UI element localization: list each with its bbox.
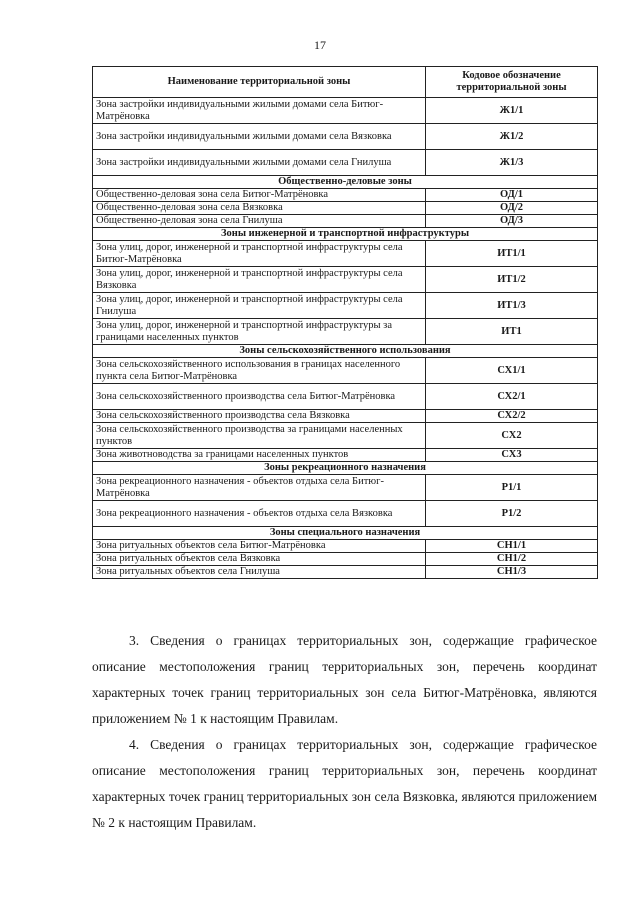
zone-code: ОД/1: [426, 189, 598, 202]
group-title: Зоны инженерной и транспортной инфраструктуры: [93, 228, 598, 241]
zone-code: СН1/1: [426, 540, 598, 553]
zone-code: СХ3: [426, 449, 598, 462]
group-title: Общественно-деловые зоны: [93, 176, 598, 189]
zone-code: ИТ1/1: [426, 241, 598, 267]
zone-code: СХ1/1: [426, 358, 598, 384]
zone-name: Зона ритуальных объектов села Гнилуша: [93, 566, 426, 579]
table-row: [93, 124, 598, 150]
zone-code: Ж1/3: [426, 150, 598, 176]
zone-name: Зона сельскохозяйственного производства села Битюг-Матрёновка: [93, 384, 426, 410]
zone-name: Зона застройки индивидуальными жилыми домами села Вязковка: [93, 124, 426, 150]
table-row: [93, 98, 598, 124]
zone-code: Ж1/1: [426, 98, 598, 124]
zone-name: Зона сельскохозяйственного производства села Вязковка: [93, 410, 426, 423]
table-row: [93, 358, 598, 384]
zone-name: Общественно-деловая зона села Битюг-Матрёновка: [93, 189, 426, 202]
zone-code: ИТ1/3: [426, 293, 598, 319]
zone-name: Зона застройки индивидуальными жилыми домами села Гнилуша: [93, 150, 426, 176]
table-group-row: [93, 176, 598, 189]
table-row: [93, 540, 598, 553]
header-code: Кодовое обозначение территориальной зоны: [426, 67, 598, 98]
zone-code: ОД/2: [426, 202, 598, 215]
zone-code: Р1/2: [426, 501, 598, 527]
body-text: [92, 628, 597, 836]
zone-code: Р1/1: [426, 475, 598, 501]
paragraph-appendix-2: 4. Сведения о границах территориальных зон, содержащие графическое описание местоположения границ территориальных зон, перечень координат характерных точек границ территориальных зон села Вязковка, являются приложением № 2 к настоящим Правилам.: [92, 737, 597, 830]
zone-name: Зона улиц, дорог, инженерной и транспортной инфраструктуры села Битюг-Матрёновка: [93, 241, 426, 267]
table-row: [93, 475, 598, 501]
zone-code: ОД/3: [426, 215, 598, 228]
zone-name: Зона застройки индивидуальными жилыми домами села Битюг-Матрёновка: [93, 98, 426, 124]
table-group-row: [93, 345, 598, 358]
zone-name: Зона улиц, дорог, инженерной и транспортной инфраструктуры села Вязковка: [93, 267, 426, 293]
group-title: Зоны специального назначения: [93, 527, 598, 540]
table-row: [93, 410, 598, 423]
group-title: Зоны рекреационного назначения: [93, 462, 598, 475]
zone-code: СХ2/2: [426, 410, 598, 423]
table-group-row: [93, 228, 598, 241]
zone-name: Зона сельскохозяйственного использования в границах населенного пункта села Битюг-Матрёновка: [93, 358, 426, 384]
table-row: [93, 319, 598, 345]
zone-code: Ж1/2: [426, 124, 598, 150]
zone-name: Зона улиц, дорог, инженерной и транспортной инфраструктуры за границами населенных пунктов: [93, 319, 426, 345]
header-name: Наименование территориальной зоны: [93, 67, 426, 98]
table-header-row: [93, 67, 598, 98]
zone-code: СН1/3: [426, 566, 598, 579]
zones-table-body: [93, 98, 598, 579]
zone-name: Общественно-деловая зона села Вязковка: [93, 202, 426, 215]
zone-name: Зона сельскохозяйственного производства за границами населенных пунктов: [93, 423, 426, 449]
table-row: [93, 553, 598, 566]
table-row: [93, 202, 598, 215]
zone-code: СХ2: [426, 423, 598, 449]
zone-name: Общественно-деловая зона села Гнилуша: [93, 215, 426, 228]
zone-name: Зона ритуальных объектов села Вязковка: [93, 553, 426, 566]
table-row: [93, 423, 598, 449]
group-title: Зоны сельскохозяйственного использования: [93, 345, 598, 358]
table-row: [93, 566, 598, 579]
zone-name: Зона рекреационного назначения - объектов отдыха села Битюг-Матрёновка: [93, 475, 426, 501]
table-row: [93, 384, 598, 410]
zone-code: СХ2/1: [426, 384, 598, 410]
zone-code: СН1/2: [426, 553, 598, 566]
zone-name: Зона животноводства за границами населенных пунктов: [93, 449, 426, 462]
table-row: [93, 215, 598, 228]
table-row: [93, 189, 598, 202]
zone-name: Зона рекреационного назначения - объектов отдыха села Вязковка: [93, 501, 426, 527]
zone-code: ИТ1/2: [426, 267, 598, 293]
paragraph-appendix-1: 3. Сведения о границах территориальных зон, содержащие графическое описание местоположения границ территориальных зон, перечень координат характерных точек границ территориальных зон села Битюг-Матрёновка, являются приложением № 1 к настоящим Правилам.: [92, 633, 597, 726]
table-row: [93, 150, 598, 176]
zone-name: Зона улиц, дорог, инженерной и транспортной инфраструктуры села Гнилуша: [93, 293, 426, 319]
table-row: [93, 293, 598, 319]
table-group-row: [93, 462, 598, 475]
table-row: [93, 267, 598, 293]
zones-table: [92, 66, 598, 579]
zone-name: Зона ритуальных объектов села Битюг-Матрёновка: [93, 540, 426, 553]
table-group-row: [93, 527, 598, 540]
table-row: [93, 241, 598, 267]
table-row: [93, 449, 598, 462]
page-number: 17: [314, 38, 326, 52]
zone-code: ИТ1: [426, 319, 598, 345]
table-row: [93, 501, 598, 527]
